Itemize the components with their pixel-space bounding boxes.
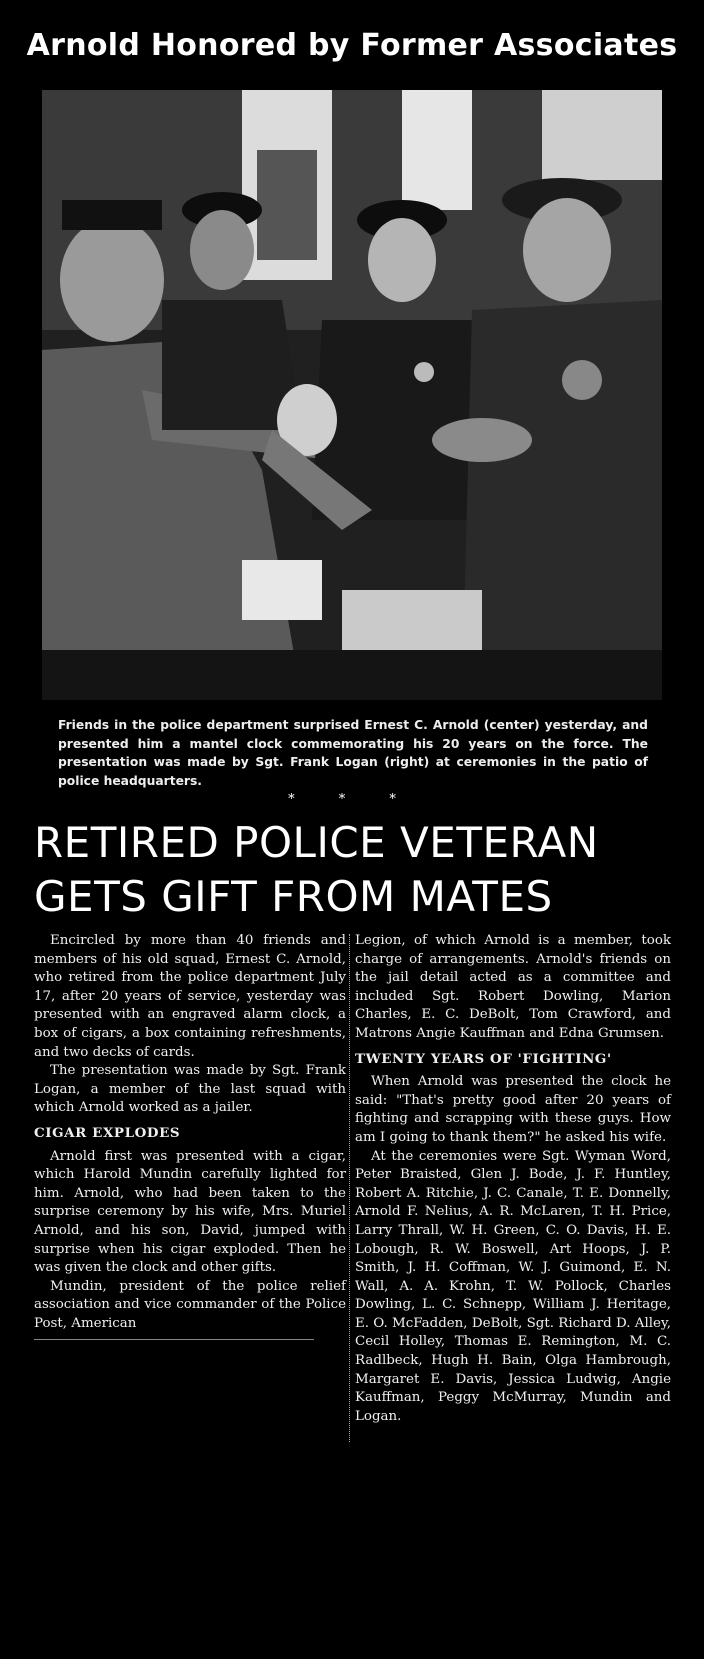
article-title-line-1: RETIRED POLICE VETERAN [34,818,599,867]
paragraph: Arnold first was presented with a cigar, which Harold Mundin carefully lighted for him. Arnold, who had been taken to the surprise ceremony by his wife, Mrs. Muriel Arnold, and his son, David, jumped with surprise when his cigar exploded. Then he was given the clock and other gifts. [34,1148,346,1276]
subheading: TWENTY YEARS OF 'FIGHTING' [355,1050,612,1067]
column-divider [349,934,350,1442]
article-column-left [34,932,346,1340]
column-end-rule [34,1339,314,1340]
separator-stars: * * * [288,792,416,807]
paragraph: When Arnold was presented the clock he said: "That's pretty good after 20 years of fighting and scrapping with these guys. How am I going to thank them?" he asked his wife. [355,1074,671,1145]
headline: Arnold Honored by Former Associates [26,28,678,63]
paragraph: Mundin, president of the police relief association and vice commander of the Police Post, American [34,1278,346,1331]
article-title-line-2: GETS GIFT FROM MATES [34,872,553,921]
subheading: CIGAR EXPLODES [34,1124,181,1141]
article-title [34,816,694,924]
paragraph: Legion, of which Arnold is a member, took charge of arrangements. Arnold's friends on the jail detail acted as a committee and included Sgt. Robert Dowling, Marion Charles, E. C. DeBolt, Tom Crawford, and Matrons Angie Kauffman and Edna Grumsen. [355,933,671,1041]
news-photo [42,90,662,700]
paragraph: The presentation was made by Sgt. Frank Logan, a member of the last squad with which Arnold worked as a jailer. [34,1063,346,1116]
photo-caption: Friends in the police department surprised Ernest C. Arnold (center) yesterday, and presented him a mantel clock commemorating his 20 years on the force. The presentation was made by Sgt. Frank Logan (right) at ceremonies in the patio of police headquarters. [58,718,648,788]
paragraph: At the ceremonies were Sgt. Wyman Word, Peter Braisted, Glen J. Bode, J. F. Huntley, Robert A. Ritchie, J. C. Canale, T. E. Donnelly, Arnold F. Nelius, A. R. McLaren, T. H. Price, Larry Thrall, W. H. Green, C. O. Davis, H. E. Lobough, R. W. Boswell, Art Hoops, J. P. Smith, J. H. Coffman, W. J. Guimond, E. N. Wall, A. A. Krohn, T. W. Pollock, Charles Dowling, L. C. Schnepp, William J. Heritage, E. O. McFadden, DeBolt, Sgt. Richard D. Alley, Cecil Holley, Thomas E. Remington, M. C. Radlbeck, Hugh H. Bain, Olga Hambrough, Margaret E. Davis, Jessica Ludwig, Angie Kauffman, Peggy McMurray, Mundin and Logan. [355,1148,671,1424]
article-column-right [355,932,671,1426]
paragraph: Encircled by more than 40 friends and members of his old squad, Ernest C. Arnold, who retired from the police department July 17, after 20 years of service, yesterday was presented with an engraved alarm clock, a box of cigars, a box containing refreshments, and two decks of cards. [34,933,346,1060]
